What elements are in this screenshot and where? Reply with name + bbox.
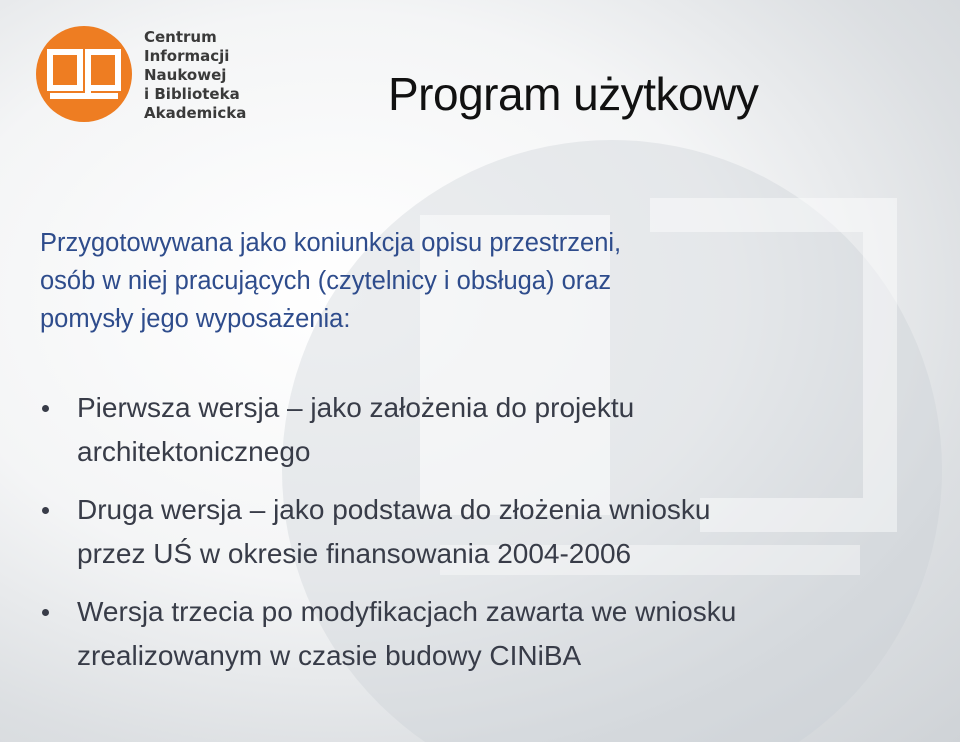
- logo-line: i Biblioteka: [144, 85, 240, 103]
- bullet-item: [40, 488, 955, 576]
- logo-text: [144, 28, 246, 123]
- bullet-item: [40, 386, 955, 474]
- logo-line: Centrum: [144, 28, 217, 46]
- intro-line: Przygotowywana jako koniunkcja opisu przestrzeni,: [40, 229, 622, 257]
- intro-paragraph: [40, 224, 940, 338]
- bullet-dot-icon: [42, 609, 49, 616]
- intro-line: pomysły jego wyposażenia:: [40, 305, 351, 333]
- bullet-line: Wersja trzecia po modyfikacjach zawarta we wniosku: [77, 596, 737, 627]
- bullet-line: Druga wersja – jako podstawa do złożenia wniosku: [77, 494, 711, 525]
- bullet-line: przez UŚ w okresie finansowania 2004-2006: [77, 538, 632, 569]
- bullet-dot-icon: [42, 405, 49, 412]
- slide-title: Program użytkowy: [388, 68, 759, 120]
- logo-line: Informacji: [144, 47, 230, 65]
- logo: [36, 26, 246, 130]
- bullet-line: zrealizowanym w czasie budowy CINiBA: [77, 640, 582, 671]
- bullet-list: [40, 386, 955, 692]
- intro-line: osób w niej pracujących (czytelnicy i obsługa) oraz: [40, 267, 612, 295]
- bullet-line: architektonicznego: [77, 436, 311, 467]
- bullet-dot-icon: [42, 507, 49, 514]
- logo-line: Akademicka: [144, 104, 247, 122]
- bullet-line: Pierwsza wersja – jako założenia do projektu: [77, 392, 635, 423]
- bullet-item: [40, 590, 955, 678]
- ciniba-logo-icon: [36, 26, 132, 122]
- logo-line: Naukowej: [144, 66, 227, 84]
